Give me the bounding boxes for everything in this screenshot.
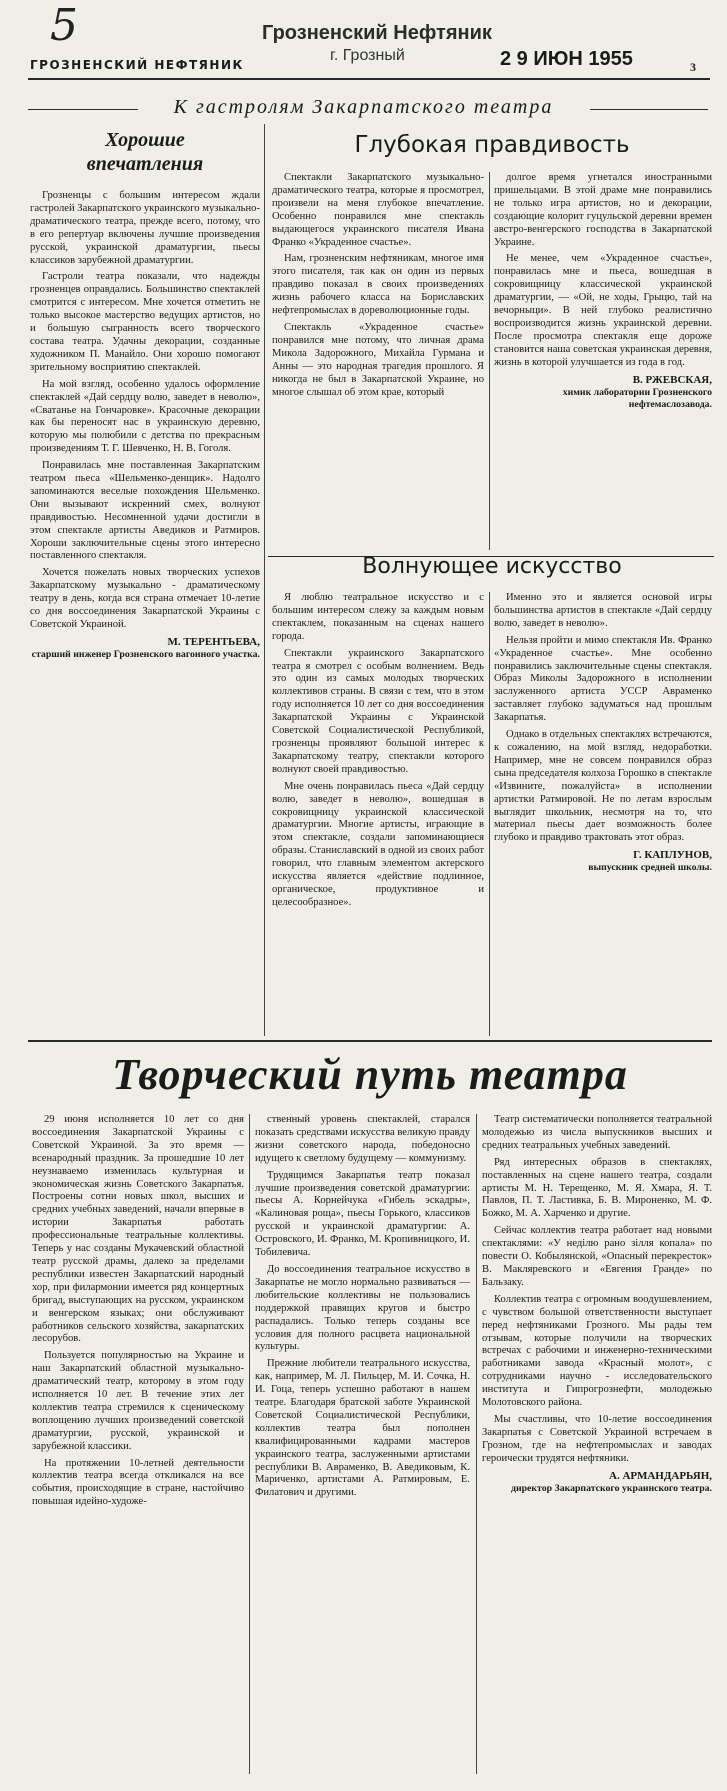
author-position: выпускник средней школы. [588, 862, 712, 874]
article-paragraph: Именно это и является основой игры большинства артистов в спектакле «Дай сердцу волю, заведет в неволю». [494, 592, 712, 629]
article-paragraph: Нам, грозненским нефтяникам, многое имя этого писателя, так как он один из первых правдиво показал в своих произведениях жизнь рабочего класса на Бориславских нефтепромыслах в дореволюционные годы. [272, 253, 484, 317]
article-paragraph: На протяжении 10-летней деятельности коллектив театра всегда откликался на все события, происходящие в стране, настойчиво повышая идейно-художе- [32, 1457, 244, 1508]
article-paragraph: До воссоединения театральное искусство в Закарпатье не могло нормально развиваться — любительские коллективы не пользовались поддержкой правящих кругов и быстро распадались. Только теперь созданы все условия для полного расцвета национальной культуры. [255, 1263, 470, 1353]
page-number: 3 [690, 60, 696, 74]
article-paragraph: Хочется пожелать новых творческих успехов Закарпатскому музыкально - драматическому театру в день, когда вся страна отмечает 10-летие со дня воссоединения Закарпатской Украины с Советской Украиной. [30, 567, 260, 630]
article-deep-truthfulness-col1 [272, 172, 484, 403]
article-paragraph: Прежние любители театрального искусства, как, например, М. Л. Пильцер, М. И. Сочка, Н. И. Гоца, теперь успешно работают в нашем театре. Благодаря братской заботе Украинской Советской Социалистической Республики, коллектив театра был пополнен квалифицированными кадрами мастеров украинского театра, заслуженными артистами республики В. Авраменко, В. Аведиковым, К. Мариченко, артистами А. Ратмировым, Е. Филатович и другими. [255, 1358, 470, 1499]
article-paragraph: долгое время угнетался иностранными пришельцами. В этой драме мне понравились не только игра артистов, но и декорации, создающие колорит гуцульской деревни времен австро-венгерского господства в Закарпатской Украине. [494, 172, 712, 248]
article-paragraph: Коллектив театра с огромным воодушевлением, с чувством большой ответственности выступает перед нефтяниками Грозного. Мы рады тем отзывам, которые получили на творческих встречах с рабочими и инженерно-техническими работниками завода «Красный молот», с сотрудниками научно - исследовательского института и Гипрогрознефти, молодежью Молотовского района. [482, 1293, 712, 1409]
section-rule [28, 1040, 712, 1042]
article-paragraph: Я люблю театральное искусство и с большим интересом слежу за каждым новым спектаклем, показанным на сценах нашего города. [272, 592, 484, 642]
handwritten-page-number: 5 [50, 0, 78, 51]
date-stamp: 2 9 ИЮН 1955 [500, 48, 633, 70]
article-title: Глубокая правдивость [354, 132, 630, 158]
article-paragraph: ственный уровень спектаклей, старался показать средствами искусства великую правду жизни советского народа, победоносно идущего к светлому будущему — коммунизму. [255, 1114, 470, 1164]
article-headline: Творческий путь театра [112, 1050, 628, 1099]
column-divider [489, 592, 490, 1036]
column-divider [249, 1114, 250, 1774]
kicker-rule-left [28, 109, 138, 110]
column-divider [476, 1114, 477, 1774]
article-paragraph: Нельзя пройти и мимо спектакля Ив. Франко «Украденное счастье». Мне особенно понравились заключительные сцены спектакля. Образ Миколы Задорожного в исполнении заслуженного артиста УССР Авраменко заставляет глубоко задуматься над прошлым Закарпатья. [494, 634, 712, 724]
masthead-stamp-title: Грозненский Нефтяник [262, 22, 492, 44]
author-position: директор Закарпатского украинского театра. [511, 1482, 712, 1494]
masthead-stamp-city: г. Грозный [330, 47, 405, 64]
article-paragraph: Грозненцы с большим интересом ждали гастролей Закарпатского украинского музыкально-драматического театра, прежде всего, потому, что в его репертуар включены лучшие произведения русской, украинской драматургии, пьесы классиков зарубежной драматургии. [30, 190, 260, 266]
article-deep-truthfulness-col2 [494, 172, 712, 411]
article-paragraph: Мы счастливы, что 10-летие воссоединения Закарпатья с Советской Украиной встречаем в Грозном, где на нефтепромыслах и заводах героически трудятся нефтяники. [482, 1413, 712, 1464]
article-paragraph: Театр систематически пополняется театральной молодежью из числа выпускников высших и средних театральных учебных заведений. [482, 1114, 712, 1151]
article-title: Волнующее искусство [362, 554, 622, 579]
article-moving-art-col2 [494, 592, 712, 874]
article-paragraph: Гастроли театра показали, что надежды грозненцев оправдались. Большинство спектаклей смотрится с интересом. Мне хочется отметить не только высокое мастерство ведущих артистов, но и большую сыгранность всего творческого состава театра. Удачны декорации, созданные художником П. Манайло. Они хорошо помогают зрительному восприятию спектаклей. [30, 271, 260, 373]
author-signature: М. ТЕРЕНТЬЕВА, [167, 635, 260, 648]
author-signature: А. АРМАНДАРЬЯН, [609, 1469, 712, 1482]
masthead-rule [28, 78, 710, 80]
article-paragraph: 29 июня исполняется 10 лет со дня воссоединения Закарпатской Украины с Советской Украиной. За это время — всенародный праздник. За прошедшие 10 лет неузнаваемо изменилась культурная и экономическая жизнь Советского Закарпатья. Построены сотни новых школ, высших и средних учебных заведений, начали впервые в истории Закарпатья работать профессиональные театральные коллективы. Теперь у нас созданы Мукачевский областной театр русской драмы, далеко за пределами республики известен Закарпатский народный хор, при филармонии имеется ряд концертных бригад, выступающих на русском, украинском и венгерском языках; они обслуживают работников сельского хозяйства, закарпатских лесорубов. [32, 1114, 244, 1345]
author-position: старший инженер Грозненского вагонного участка. [31, 648, 260, 660]
article-creative-path-col1 [32, 1114, 244, 1513]
kicker-rule-right [590, 109, 708, 110]
article-creative-path-col3 [482, 1114, 712, 1495]
article-paragraph: Не менее, чем «Украденное счастье», понравилась мне и пьеса, вошедшая в сокровищницу классической украинской драматургии, — «Ой, не ходы, Грыцю, тай на вечорныци». В ней глубоко реалистично воспроизводится жизнь украинской деревни. После просмотра спектакля еще дороже становится наша советская украинская деревня, жизнь в которой улучшается из года в год. [494, 253, 712, 368]
article-paragraph: Спектакли украинского Закарпатского театра я смотрел с особым волнением. Ведь это один из самых молодых творческих коллективов страны. В связи с тем, что в этом году исполняется 10 лет со дня воссоединения Закарпатской Украины с Украинской Советской Социалистической Республикой, грозненцы проявляют большой интерес к Закарпатскому театру, спектакли которого волнуют своей правдивостью. [272, 647, 484, 775]
article-paragraph: Трудящимся Закарпатья театр показал лучшие произведения советской драматургии: пьесы А. Корнейчука «Гибель эскадры», «Калиновая роща», пьесы Горького, классиков русской и украинской драматургии: А. Островского, И. Франко, М. Кропивницкого, И. Тобилевича. [255, 1169, 470, 1259]
author-signature: Г. КАПЛУНОВ, [633, 849, 712, 862]
article-paragraph: Сейчас коллектив театра работает над новыми спектаклями: «У неділю рано зілля копала» по повести О. Кобылянской, «Опасный перекресток» В. Макляревского и «Евгения Гранде» по Бальзаку. [482, 1225, 712, 1288]
article-paragraph: Спектакль «Украденное счастье» понравился мне потому, что личная драма Микола Задорожного, Михайла Гурмана и Анны — это народная трагедия прошлого. Я никогда не был в Закарпатской Украине, но многое слышал об этом крае, который [272, 321, 484, 398]
article-moving-art-col1 [272, 592, 484, 914]
article-title: Хорошие [105, 129, 185, 151]
article-paragraph: Спектакли Закарпатского музыкально-драматического театра, которые я просмотрел, произвели на меня глубокое впечатление. Особенно понравился мне спектакль выдающегося украинского писателя Ивана Франко «Украденное счастье». [272, 172, 484, 248]
author-position: химик лаборатории Грозненского нефтемаслозавода. [562, 386, 712, 410]
article-paragraph: Понравилась мне поставленная Закарпатским театром пьеса «Шельменко-денщик». Надолго запоминаются веселые похождения Шельменко. Они вызывают искренний смех, волнуют правдивостью. Несомненной удачи достигли в этом спектакле артисты Аведиков и Ратмиров. Хороши заключительные сцены этого интересно поставленного спектакля. [30, 460, 260, 562]
article-paragraph: Однако в отдельных спектаклях встречаются, к сожалению, на мой взгляд, недоработки. Например, мне не совсем понравился образ сына председателя колхоза Горошко в спектакле «Извините, пожалуйста» в исполнении артистки Ратмировой. Не по летам взрослым выглядит школьник, несмотря на то, что материал пьесы дает возможность более глубоко и правдиво трактовать этот образ. [494, 729, 713, 844]
article-paragraph: Мне очень понравилась пьеса «Дай сердцу волю, заведет в неволю», вошедшая в сокровищницу украинской классической драматургии. Многие артисты, играющие в этом спектакле, создали запоминающиеся образы. Станиславский в одной из своих работ говорил, что главным элементом актерского искусства является «действие подлинное, органическое, продуктивное и целесообразное». [272, 780, 485, 908]
section-kicker: К гастролям Закарпатского театра [173, 96, 554, 118]
article-title: впечатления [86, 153, 204, 175]
article-creative-path-col2 [255, 1114, 470, 1504]
article-good-impressions [30, 128, 260, 661]
column-divider [264, 124, 265, 1036]
article-paragraph: На мой взгляд, особенно удалось оформление спектаклей «Дай сердцу волю, заведет в неволю», «Сватанье на Гончаровке». Красочные декорации как бы переносят нас в украинскую деревню, которую мы полюбили с детства по прекрасным произведениям Т. Г. Шевченко, Н. В. Гоголя. [30, 378, 260, 455]
article-paragraph: Ряд интересных образов в спектаклях, поставленных на сцене нашего театра, создали артисты М. Н. Терещенко, М. Я. Хмара, Я. Т. Павлов, П. Т. Ластивка, Б. В. Мироненко, М. Ф. Божко, М. А. Харченко и другие. [482, 1156, 712, 1220]
article-paragraph: Пользуется популярностью на Украине и наш Закарпатский областной музыкально-драматический театр, которому в этом году исполняется 10 лет. В течение этих лет коллектив театра стремился к сценическому воплощению лучших произведений советской драматургии, русской, украинской и зарубежной классики. [32, 1350, 244, 1452]
column-divider [489, 172, 490, 550]
masthead-left-name: ГРОЗНЕНСКИЙ НЕФТЯНИК [30, 58, 244, 72]
author-signature: В. РЖЕВСКАЯ, [632, 373, 712, 386]
